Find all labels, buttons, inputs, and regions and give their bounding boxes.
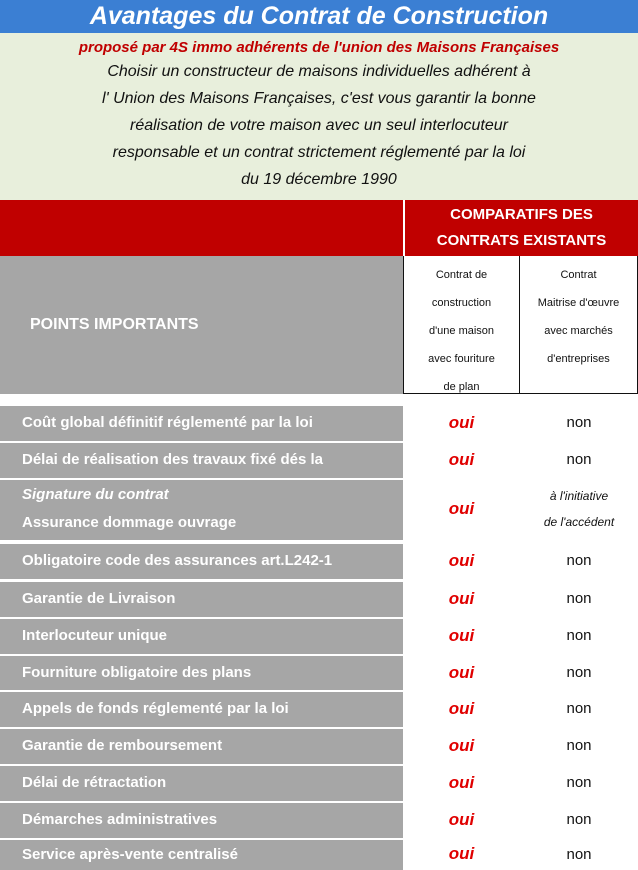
row-label: Obligatoire code des assurances art.L242-1 (0, 542, 403, 579)
row-separator (0, 654, 403, 656)
row-separator (0, 478, 403, 480)
column-header-line: de plan (443, 381, 480, 393)
row-label: Garantie de Livraison (0, 580, 403, 617)
value-construction: oui (448, 625, 475, 645)
value-maitrise: non (566, 414, 592, 431)
row-separator (0, 617, 403, 619)
value-maitrise: non (566, 700, 592, 717)
table-row (0, 654, 638, 691)
row-label: Délai de réalisation des travaux fixé dés la (0, 441, 403, 478)
value-maitrise: non (566, 664, 592, 681)
column-header-maitrise (519, 256, 638, 394)
value-maitrise: non (566, 774, 592, 791)
column-header-line: Contrat (560, 269, 597, 281)
table-row (0, 404, 638, 441)
description-line: réalisation de votre maison avec un seul interlocuteur (130, 117, 508, 134)
value-maitrise: non (566, 552, 592, 569)
table-row (0, 617, 638, 654)
value-construction: oui (448, 412, 475, 432)
row-label (0, 478, 403, 540)
comparatifs-header (403, 200, 638, 256)
value-construction: oui (448, 662, 475, 682)
row-label-line: Signature du contrat (22, 486, 169, 503)
row-label: Délai de rétractation (0, 764, 403, 801)
column-header-line: construction (431, 297, 492, 309)
row-label: Fourniture obligatoire des plans (0, 654, 403, 691)
intro-section (0, 33, 638, 200)
row-separator (0, 727, 403, 729)
column-header-line: avec fouriture (428, 353, 495, 365)
row-label: Appels de fonds réglementé par la loi (0, 690, 403, 727)
value-construction: oui (448, 698, 475, 718)
description-line: Choisir un constructeur de maisons individuelles adhérent à (107, 63, 531, 80)
column-header-line: Contrat de (435, 269, 488, 281)
table-row (0, 727, 638, 764)
row-separator (0, 441, 403, 443)
value-construction: oui (448, 844, 475, 863)
value-construction: oui (448, 588, 475, 608)
row-label: Garantie de remboursement (0, 727, 403, 764)
column-header-construction (403, 256, 520, 394)
row-separator (0, 801, 403, 803)
table-row (0, 580, 638, 617)
row-separator (0, 580, 403, 582)
value-construction: oui (448, 449, 475, 469)
row-separator (0, 690, 403, 692)
description-line: du 19 décembre 1990 (241, 171, 397, 188)
column-header-line: avec marchés (544, 325, 613, 337)
table-row (0, 478, 638, 540)
row-separator (0, 838, 403, 840)
table-row (0, 801, 638, 838)
value-maitrise: non (566, 451, 592, 468)
table-row (0, 764, 638, 801)
value-line: à l'initiative (549, 489, 609, 503)
description-line: l' Union des Maisons Françaises, c'est vous garantir la bonne (102, 90, 536, 107)
row-label: Coût global définitif réglementé par la loi (0, 404, 403, 441)
subtitle: proposé par 4S immo adhérents de l'union des Maisons Françaises (78, 39, 560, 56)
value-construction: oui (448, 550, 475, 570)
column-header-line: d'une maison (428, 325, 495, 337)
value-maitrise (520, 478, 638, 540)
value-maitrise: non (566, 627, 592, 644)
row-separator (0, 404, 403, 406)
comparatifs-line: CONTRATS EXISTANTS (436, 232, 607, 249)
row-separator (0, 542, 403, 544)
table-row (0, 542, 638, 579)
comparatifs-line: COMPARATIFS DES (450, 206, 593, 223)
value-construction: oui (448, 809, 475, 829)
row-separator (0, 764, 403, 766)
value-construction: oui (448, 772, 475, 792)
table-row (0, 838, 638, 870)
column-header-line: d'entreprises (547, 353, 610, 365)
value-line: de l'accédent (543, 515, 615, 529)
value-maitrise: non (566, 845, 592, 863)
row-label: Démarches administratives (0, 801, 403, 838)
points-importants-header: POINTS IMPORTANTS (0, 256, 403, 394)
row-label: Interlocuteur unique (0, 617, 403, 654)
value-maitrise: non (566, 811, 592, 828)
value-construction: oui (448, 499, 475, 518)
column-header-line: Maitrise d'œuvre (537, 297, 620, 309)
value-maitrise: non (566, 737, 592, 754)
value-maitrise: non (566, 590, 592, 607)
value-construction: oui (448, 735, 475, 755)
table-row (0, 690, 638, 727)
table-row (0, 441, 638, 478)
row-label: Service après-vente centralisé (0, 838, 403, 870)
row-label-line: Assurance dommage ouvrage (22, 514, 237, 531)
description-line: responsable et un contrat strictement réglementé par la loi (112, 144, 526, 161)
page-title: Avantages du Contrat de Construction (0, 0, 638, 33)
